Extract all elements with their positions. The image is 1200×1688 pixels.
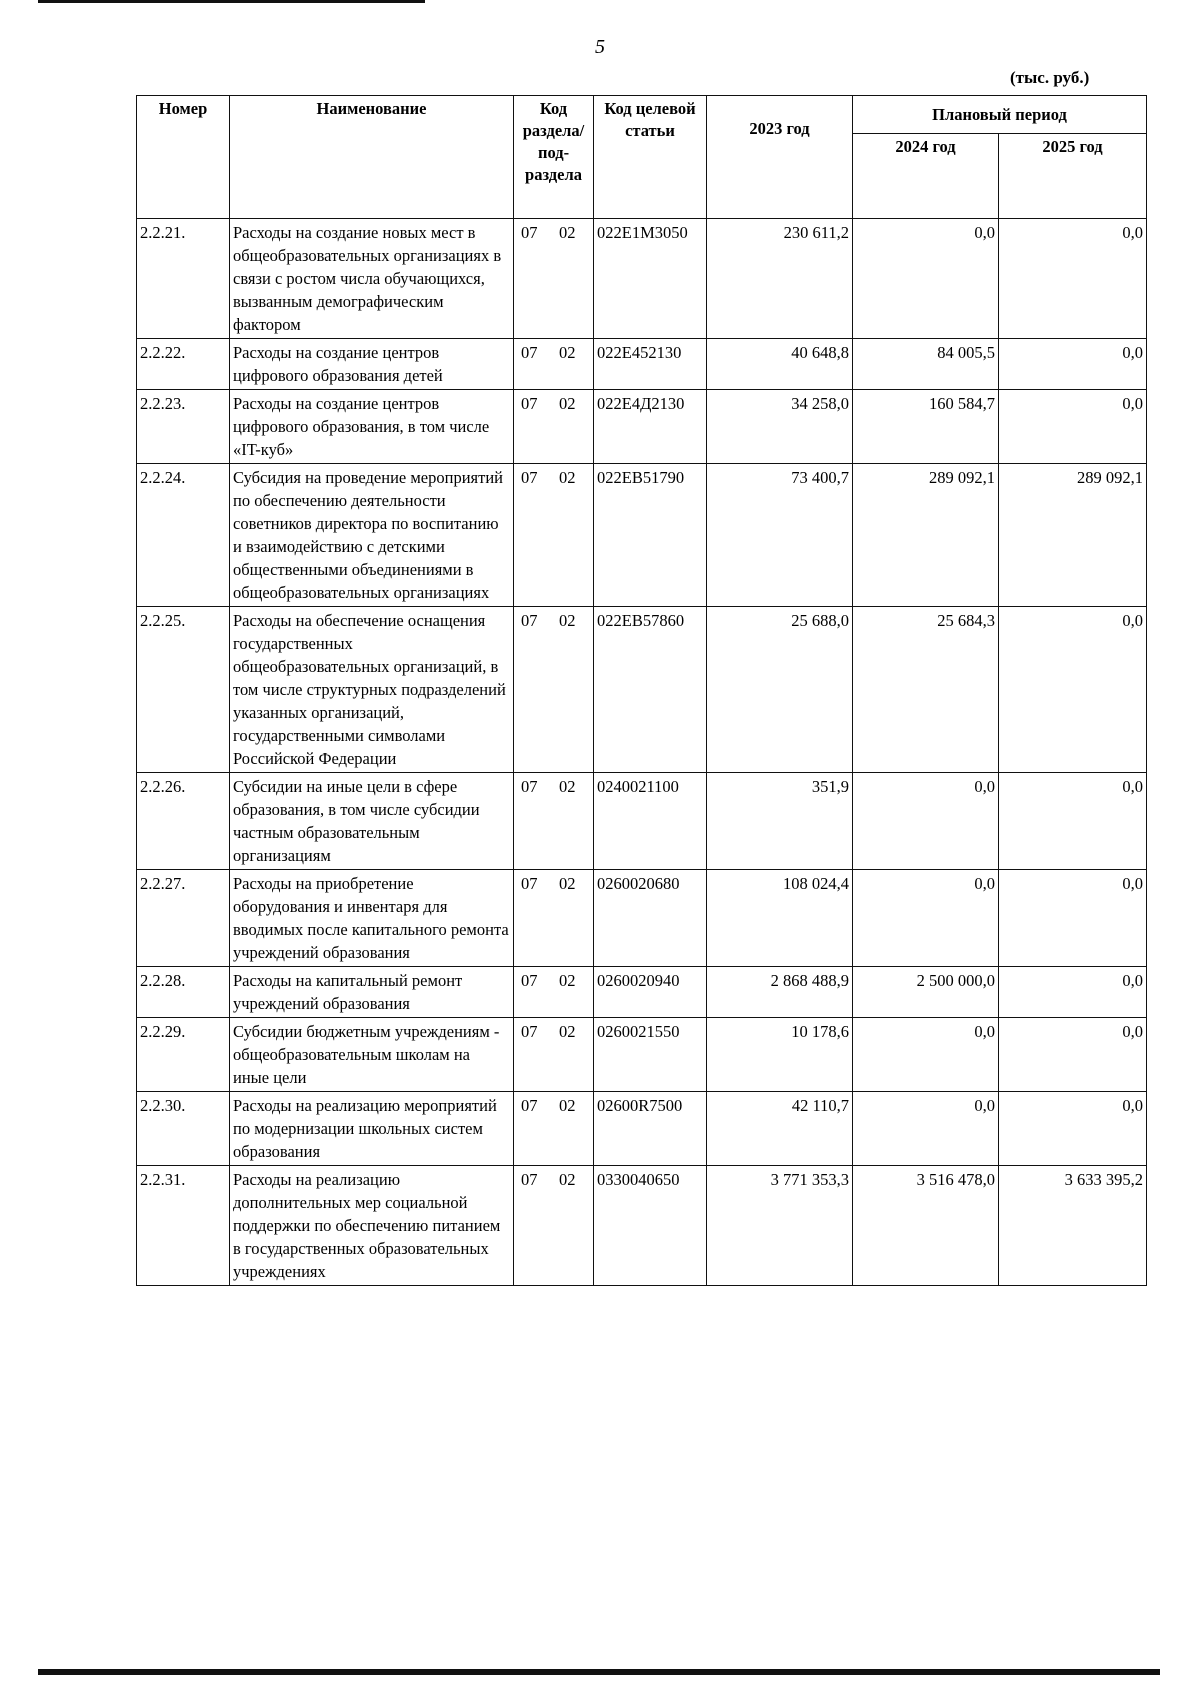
row-name: Субсидии на иные цели в сфере образования, в том числе субсидии частным образовательным организациям [230,773,514,870]
row-amount-2024: 0,0 [853,1092,999,1166]
header-section-code: Код раздела/ под- раздела [514,96,594,219]
row-amount-2024: 84 005,5 [853,339,999,390]
row-amount-2024: 2 500 000,0 [853,967,999,1018]
row-target-code: 022E4Д2130 [594,390,707,464]
row-subsection: 02 [559,394,576,413]
row-number: 2.2.28. [137,967,230,1018]
header-row-top [137,96,1147,134]
header-name: Наименование [230,96,514,219]
header-year-2024: 2024 год [853,134,999,219]
table-row [137,870,1147,967]
row-section-code [514,1018,594,1092]
table-row [137,219,1147,339]
row-target-code: 0260020940 [594,967,707,1018]
header-target-code: Код целевой статьи [594,96,707,219]
row-amount-2024: 0,0 [853,773,999,870]
row-section-code [514,390,594,464]
row-name: Расходы на создание центров цифрового образования детей [230,339,514,390]
units-label: (тыс. руб.) [1010,68,1090,87]
row-subsection: 02 [559,343,576,362]
row-subsection: 02 [559,1170,576,1189]
row-name: Расходы на реализацию дополнительных мер социальной поддержки по обеспечению питанием в государственных образовательных учреждениях [230,1166,514,1286]
row-amount-2023: 108 024,4 [707,870,853,967]
row-number: 2.2.29. [137,1018,230,1092]
row-amount-2023: 2 868 488,9 [707,967,853,1018]
row-amount-2024: 0,0 [853,870,999,967]
row-section: 07 [521,777,538,796]
row-amount-2025: 0,0 [999,967,1147,1018]
table-row [137,1018,1147,1092]
row-amount-2023: 10 178,6 [707,1018,853,1092]
row-amount-2023: 42 110,7 [707,1092,853,1166]
row-amount-2023: 73 400,7 [707,464,853,607]
row-section: 07 [521,468,538,487]
row-amount-2025: 0,0 [999,773,1147,870]
row-section-code [514,1092,594,1166]
row-subsection: 02 [559,611,576,630]
row-subsection: 02 [559,874,576,893]
row-amount-2023: 25 688,0 [707,607,853,773]
row-amount-2025: 0,0 [999,219,1147,339]
row-number: 2.2.30. [137,1092,230,1166]
table-row [137,1092,1147,1166]
row-name: Расходы на создание новых мест в общеобразовательных организациях в связи с ростом числа обучающихся, вызванным демографическим фактором [230,219,514,339]
row-name: Расходы на обеспечение оснащения государственных общеобразовательных организаций, в том числе структурных подразделений указанных организаций, государственными символами Российской Федерации [230,607,514,773]
row-target-code: 0260020680 [594,870,707,967]
row-number: 2.2.26. [137,773,230,870]
row-section-code [514,219,594,339]
row-section: 07 [521,874,538,893]
row-name: Субсидии бюджетным учреждениям - общеобразовательным школам на иные цели [230,1018,514,1092]
row-section-code [514,773,594,870]
row-section: 07 [521,223,538,242]
table-row [137,607,1147,773]
row-section: 07 [521,611,538,630]
header-planning-period: Плановый период [853,96,1147,134]
row-target-code: 022EB51790 [594,464,707,607]
row-section: 07 [521,1096,538,1115]
table-row [137,339,1147,390]
table-row [137,967,1147,1018]
row-amount-2025: 0,0 [999,607,1147,773]
row-amount-2023: 351,9 [707,773,853,870]
row-subsection: 02 [559,468,576,487]
row-amount-2024: 0,0 [853,219,999,339]
row-name: Субсидия на проведение мероприятий по обеспечению деятельности советников директора по воспитанию и взаимодействию с детскими общественными объединениями в общеобразовательных организациях [230,464,514,607]
bottom-rule [38,1669,1160,1675]
row-target-code: 022E452130 [594,339,707,390]
row-target-code: 02600R7500 [594,1092,707,1166]
row-amount-2025: 3 633 395,2 [999,1166,1147,1286]
row-section-code [514,967,594,1018]
header-year-2023: 2023 год [707,96,853,219]
row-amount-2024: 25 684,3 [853,607,999,773]
table-row [137,390,1147,464]
row-section: 07 [521,343,538,362]
table-row [137,464,1147,607]
row-subsection: 02 [559,1022,576,1041]
row-subsection: 02 [559,1096,576,1115]
header-year-2025: 2025 год [999,134,1147,219]
row-amount-2024: 160 584,7 [853,390,999,464]
row-amount-2025: 0,0 [999,1018,1147,1092]
row-amount-2023: 34 258,0 [707,390,853,464]
row-amount-2023: 40 648,8 [707,339,853,390]
row-number: 2.2.27. [137,870,230,967]
row-target-code: 0330040650 [594,1166,707,1286]
row-target-code: 0240021100 [594,773,707,870]
header-number: Номер [137,96,230,219]
row-section-code [514,464,594,607]
row-section: 07 [521,394,538,413]
row-target-code: 0260021550 [594,1018,707,1092]
row-name: Расходы на реализацию мероприятий по модернизации школьных систем образования [230,1092,514,1166]
row-number: 2.2.22. [137,339,230,390]
row-section-code [514,339,594,390]
top-rule [38,0,425,3]
row-subsection: 02 [559,777,576,796]
row-name: Расходы на капитальный ремонт учреждений образования [230,967,514,1018]
row-section: 07 [521,1022,538,1041]
row-target-code: 022E1M3050 [594,219,707,339]
table-row [137,773,1147,870]
row-section-code [514,1166,594,1286]
row-section: 07 [521,971,538,990]
row-amount-2025: 289 092,1 [999,464,1147,607]
row-amount-2023: 3 771 353,3 [707,1166,853,1286]
row-number: 2.2.21. [137,219,230,339]
row-amount-2024: 3 516 478,0 [853,1166,999,1286]
row-subsection: 02 [559,223,576,242]
row-number: 2.2.23. [137,390,230,464]
row-amount-2023: 230 611,2 [707,219,853,339]
row-amount-2025: 0,0 [999,870,1147,967]
budget-table [136,95,1147,1286]
row-section: 07 [521,1170,538,1189]
row-number: 2.2.24. [137,464,230,607]
row-section-code [514,607,594,773]
row-name: Расходы на приобретение оборудования и инвентаря для вводимых после капитального ремонта учреждений образования [230,870,514,967]
page-number: 5 [595,36,605,58]
row-section-code [514,870,594,967]
row-name: Расходы на создание центров цифрового образования, в том числе «IT-куб» [230,390,514,464]
row-amount-2025: 0,0 [999,390,1147,464]
row-target-code: 022EB57860 [594,607,707,773]
row-subsection: 02 [559,971,576,990]
table-body [137,219,1147,1286]
row-amount-2024: 0,0 [853,1018,999,1092]
table-row [137,1166,1147,1286]
row-number: 2.2.25. [137,607,230,773]
row-number: 2.2.31. [137,1166,230,1286]
row-amount-2025: 0,0 [999,1092,1147,1166]
row-amount-2024: 289 092,1 [853,464,999,607]
row-amount-2025: 0,0 [999,339,1147,390]
